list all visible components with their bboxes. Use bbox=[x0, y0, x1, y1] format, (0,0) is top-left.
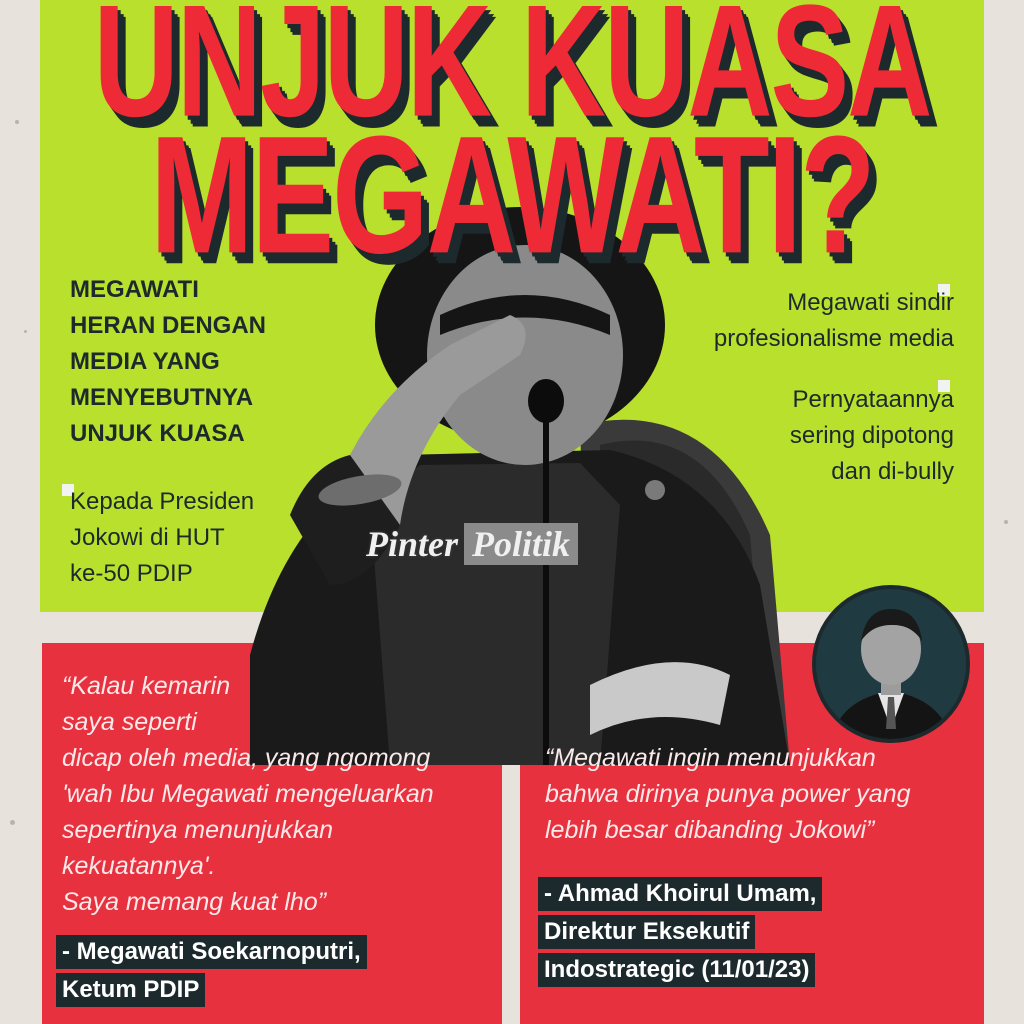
note-left bbox=[70, 484, 254, 592]
quote-line: kekuatannya'. bbox=[62, 852, 216, 880]
tagline-line: HERAN DENGAN bbox=[70, 312, 267, 339]
tagline-line: UNJUK KUASA bbox=[70, 420, 245, 447]
paper-speck bbox=[10, 820, 15, 825]
quote-left bbox=[62, 668, 502, 920]
quote-line: 'wah Ibu Megawati mengeluarkan bbox=[62, 780, 434, 808]
tagline-line: MEDIA YANG bbox=[70, 348, 220, 375]
note-line: ke-50 PDIP bbox=[70, 560, 193, 587]
note-line: Jokowi di HUT bbox=[70, 524, 225, 551]
tagline-line: MEGAWATI bbox=[70, 276, 199, 303]
quote-line: lebih besar dibanding Jokowi” bbox=[545, 816, 875, 844]
note-right-1 bbox=[714, 285, 954, 357]
tagline bbox=[70, 272, 266, 452]
attribution-line: Ketum PDIP bbox=[56, 973, 205, 1007]
note-line: dan di-bully bbox=[831, 458, 954, 485]
quote-right-attribution bbox=[538, 877, 822, 991]
attribution-line: Indostrategic (11/01/23) bbox=[538, 953, 815, 987]
commentator-avatar bbox=[812, 585, 970, 743]
tagline-line: MENYEBUTNYA bbox=[70, 384, 254, 411]
note-line: Megawati sindir bbox=[787, 289, 954, 316]
attribution-line: Direktur Eksekutif bbox=[538, 915, 755, 949]
paper-speck bbox=[1004, 520, 1008, 524]
quote-line: dicap oleh media, yang ngomong bbox=[62, 744, 431, 772]
headline-line-2: MEGAWATI? bbox=[150, 102, 874, 289]
attribution-line: - Ahmad Khoirul Umam, bbox=[538, 877, 822, 911]
commentator-avatar-illustration bbox=[816, 589, 966, 739]
logo-part-1: Pinter bbox=[366, 524, 459, 564]
paper-speck bbox=[24, 330, 27, 333]
quote-line: saya seperti bbox=[62, 708, 197, 736]
note-line: profesionalisme media bbox=[713, 325, 954, 352]
quote-line: sepertinya menunjukkan bbox=[62, 816, 333, 844]
quote-line: Saya memang kuat lho” bbox=[62, 888, 327, 916]
note-line: Pernyataannya bbox=[792, 386, 954, 413]
attribution-line: - Megawati Soekarnoputri, bbox=[56, 935, 367, 969]
quote-line: “Megawati ingin menunjukkan bbox=[545, 744, 876, 772]
quote-line: bahwa dirinya punya power yang bbox=[545, 780, 911, 808]
note-line: sering dipotong bbox=[789, 422, 954, 449]
pinterpolitik-logo bbox=[360, 520, 578, 568]
headline-line-1: UNJUK KUASA bbox=[93, 0, 931, 151]
quote-left-attribution bbox=[56, 935, 367, 1011]
logo-part-2: Politik bbox=[464, 523, 578, 565]
note-line: Kepada Presiden bbox=[70, 488, 255, 515]
quote-line: “Kalau kemarin bbox=[62, 672, 231, 700]
quote-right bbox=[545, 740, 975, 848]
note-right-2 bbox=[790, 382, 954, 490]
